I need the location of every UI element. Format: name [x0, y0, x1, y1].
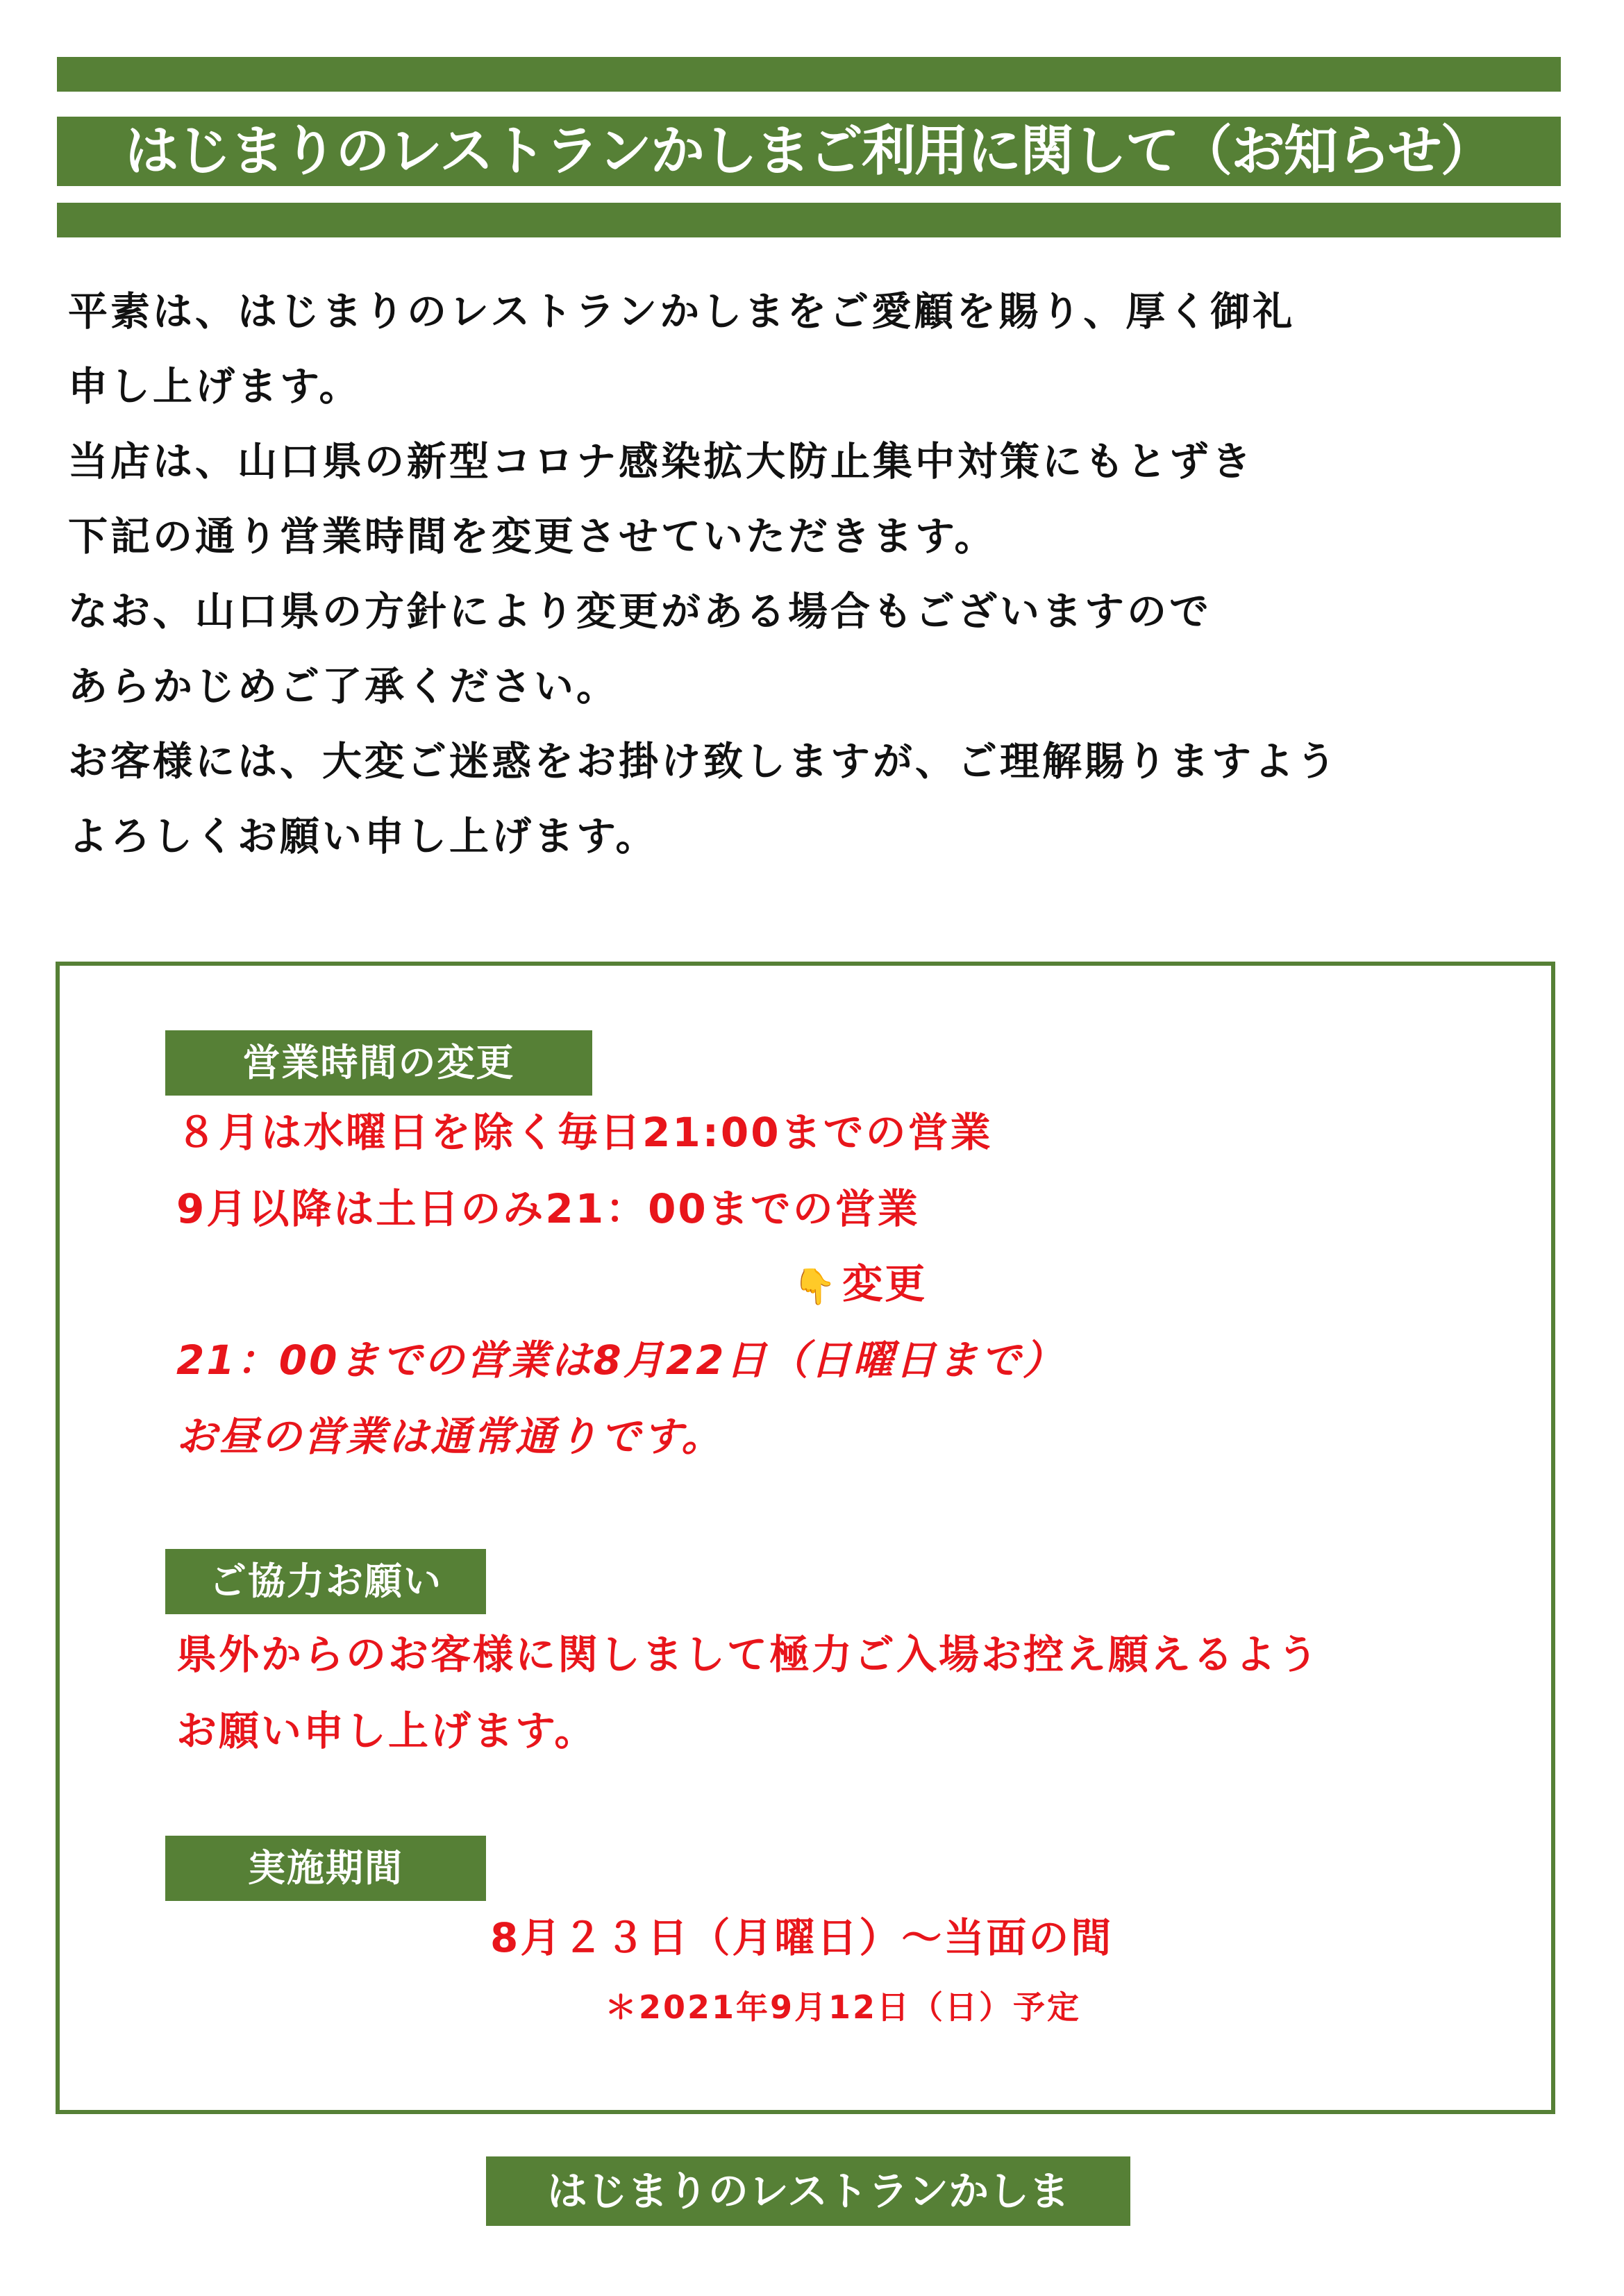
- notice-box: [56, 962, 1555, 2114]
- change-note: [793, 1249, 927, 1321]
- restaurant-name-footer: はじまりのレストランかしま: [486, 2156, 1130, 2226]
- intro-line: あらかじめご了承ください。: [68, 664, 619, 710]
- hours-line-3: 21：00までの営業は8月22日（日曜日まで）: [176, 1336, 1065, 1384]
- hours-line-1: ８月は水曜日を除く毎日21:00までの営業: [176, 1109, 993, 1156]
- period-line-1: 8月２３日（月曜日）～当面の間: [490, 1914, 1114, 1961]
- pointing-down-icon: 👇: [793, 1266, 839, 1307]
- period-label: 実施期間: [165, 1836, 486, 1901]
- intro-line: 下記の通り営業時間を変更させていただきます。: [68, 514, 997, 560]
- intro-line: 申し上げます。: [68, 364, 362, 410]
- hours-label: 営業時間の変更: [165, 1030, 592, 1096]
- intro-line: なお、山口県の方針により変更がある場合もございますので: [68, 589, 1212, 635]
- change-label: 変更: [842, 1260, 928, 1307]
- intro-line: 当店は、山口県の新型コロナ感染拡大防止集中対策にもとずき: [68, 439, 1254, 485]
- top-decorative-band: [57, 57, 1561, 92]
- cooperation-label: ご協力お願い: [165, 1549, 486, 1614]
- intro-line: よろしくお願い申し上げます。: [68, 814, 658, 860]
- cooperation-line-1: 県外からのお客様に関しまして極力ご入場お控え願えるよう: [176, 1631, 1321, 1678]
- period-line-2: ＊2021年9月12日（日）予定: [605, 1988, 1082, 2026]
- intro-line: お客様には、大変ご迷惑をお掛け致しますが、ご理解賜りますよう: [68, 739, 1339, 785]
- cooperation-line-2: お願い申し上げます。: [176, 1707, 597, 1754]
- page-title: はじまりのレストランかしまご利用に関して（お知らせ）: [57, 117, 1561, 186]
- intro-paragraph: [68, 274, 1561, 874]
- hours-line-2: 9月以降は土日のみ21：00までの営業: [176, 1185, 920, 1232]
- intro-line: 平素は、はじまりのレストランかしまをご愛顧を賜り、厚く御礼: [68, 289, 1296, 335]
- bottom-decorative-band: [57, 203, 1561, 237]
- hours-line-4: お昼の営業は通常通りです。: [176, 1413, 724, 1460]
